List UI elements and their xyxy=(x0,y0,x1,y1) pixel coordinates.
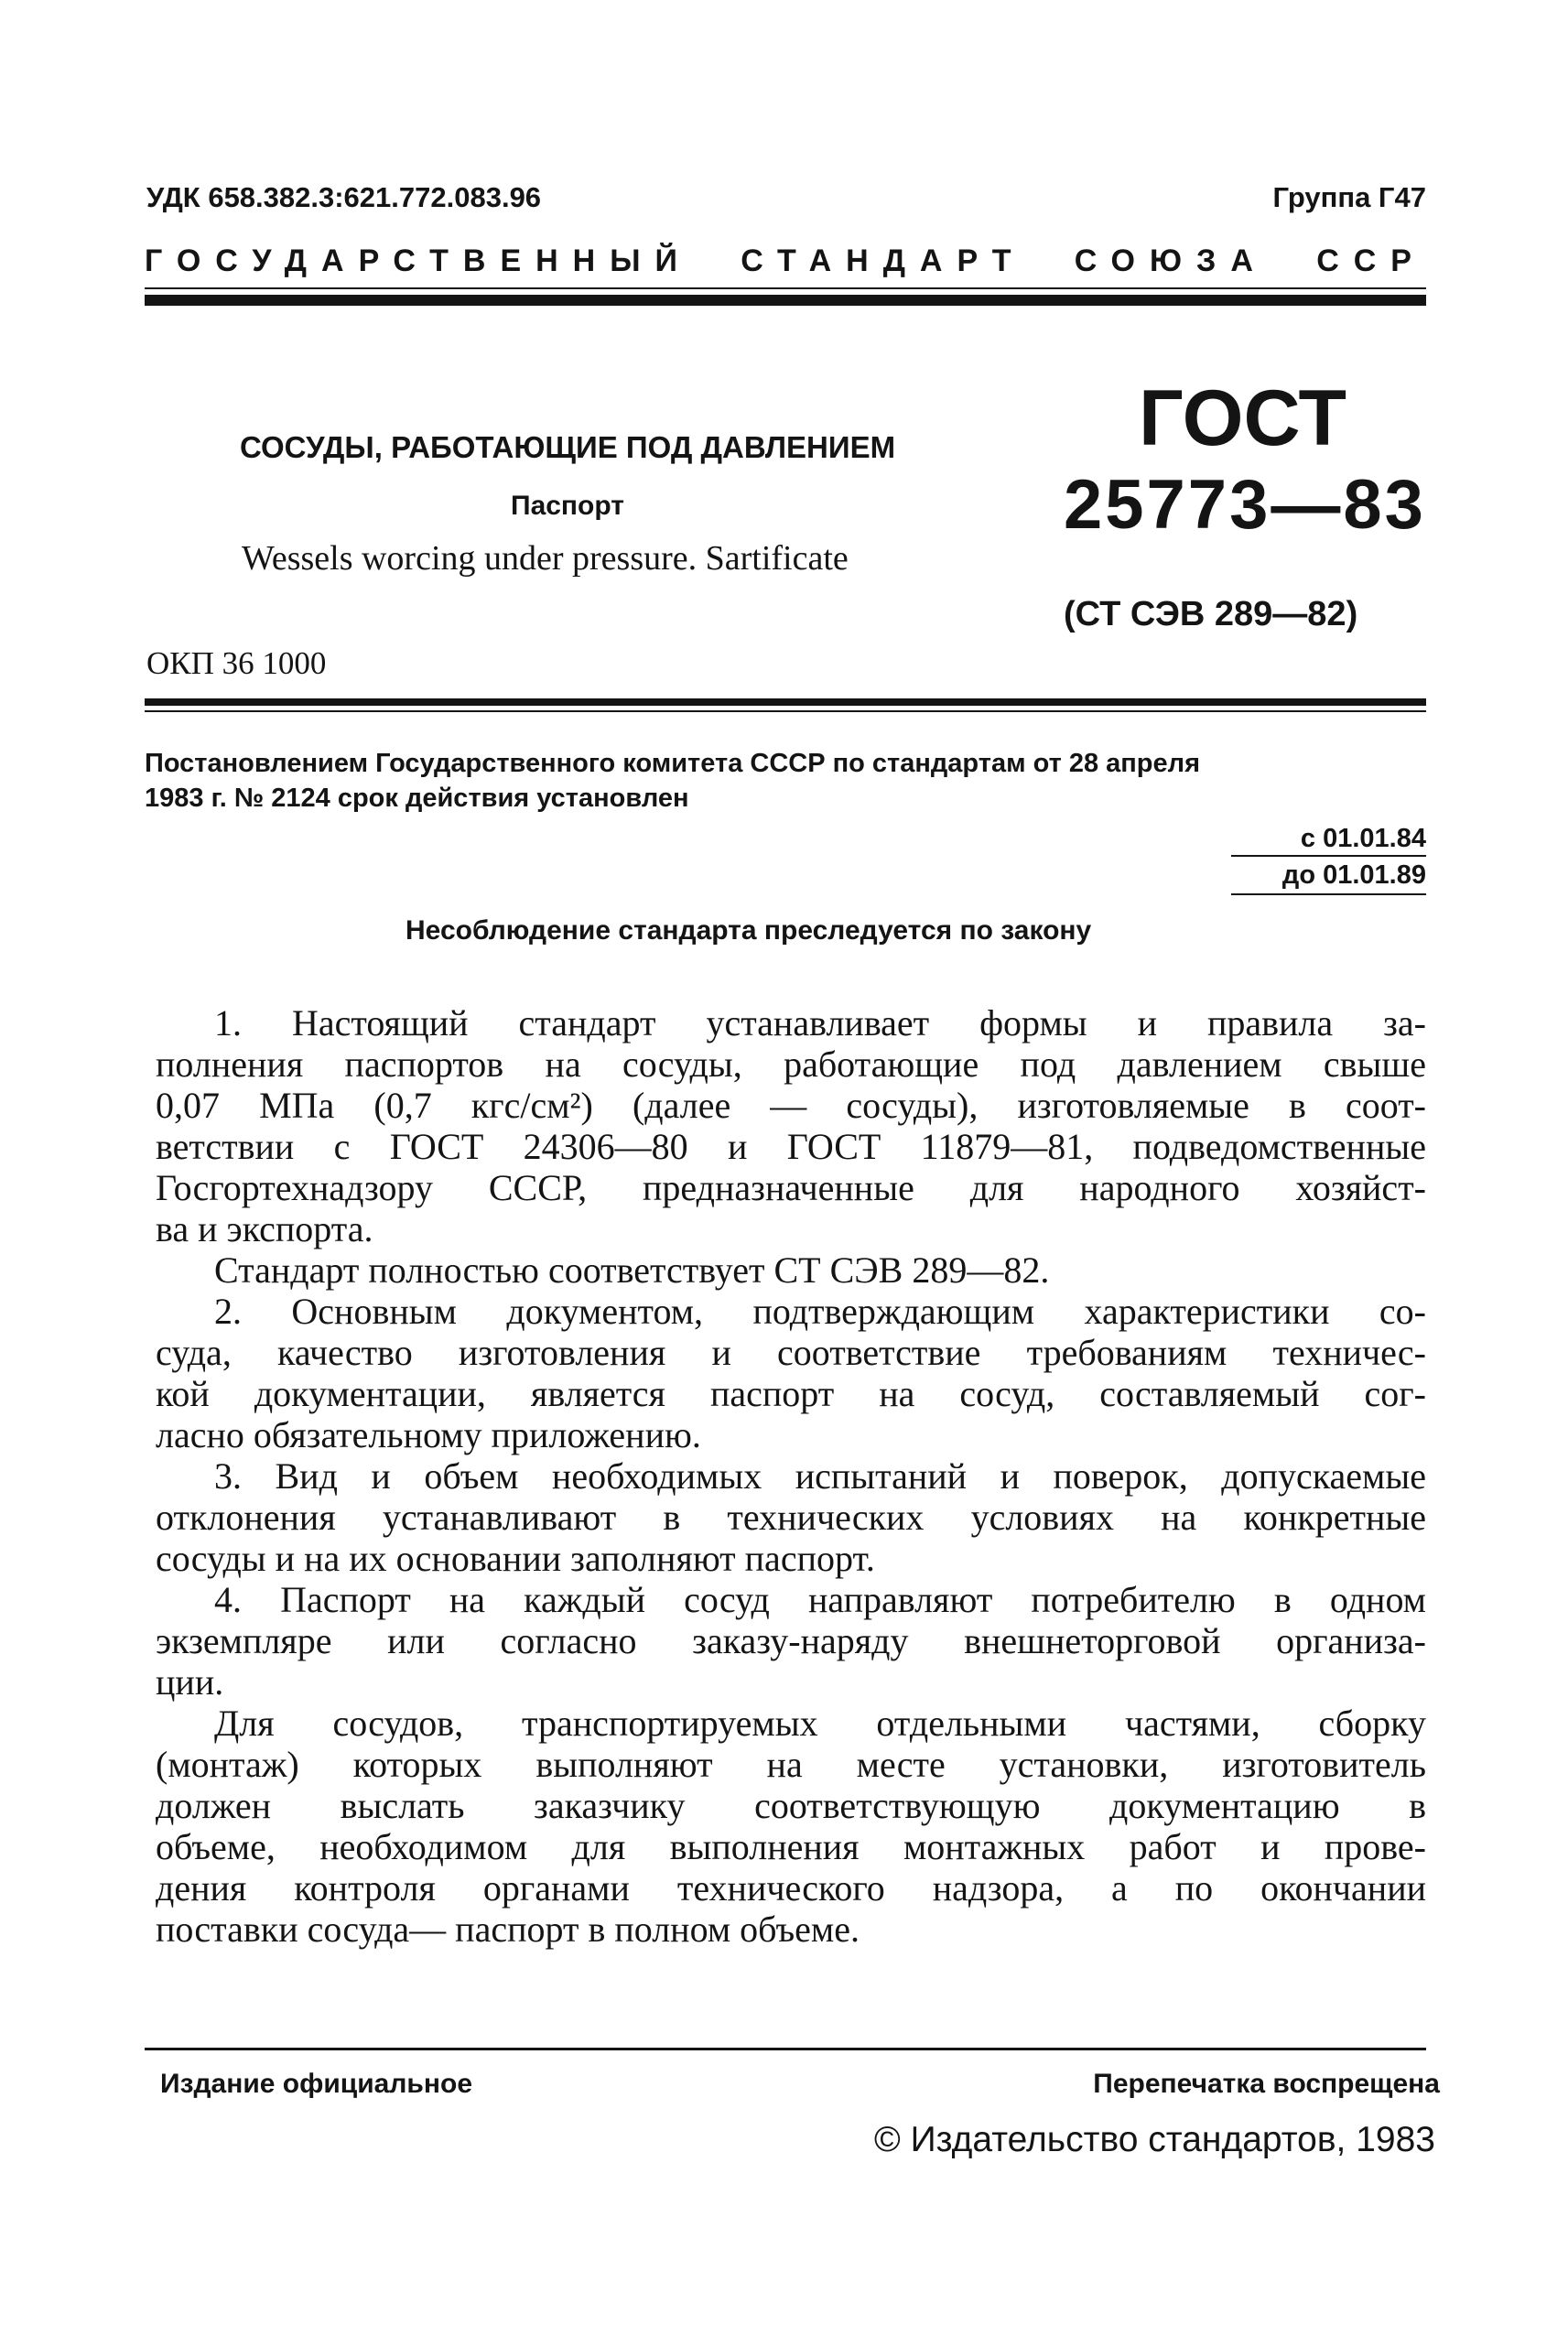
banner-word: ССР xyxy=(1316,243,1426,278)
gost-number: 25773—83 xyxy=(1064,466,1426,544)
publisher-copyright: © Издательство стандартов, 1983 xyxy=(874,2120,1435,2159)
body-line: отклонения устанавливают в технических условиях на конкретные xyxy=(156,1497,1426,1538)
banner-word: СОЮЗА xyxy=(1074,243,1268,278)
body-line: Для сосудов, транспортируемых отдельными частями, сборку xyxy=(214,1703,1426,1744)
banner-word: ГОСУДАРСТВЕННЫЙ xyxy=(145,243,692,278)
okp-code: ОКП 36 1000 xyxy=(146,645,327,681)
valid-to-date: до 01.01.89 xyxy=(1281,860,1426,890)
banner-word: СТАНДАРТ xyxy=(741,243,1026,278)
body-line: Стандарт полностью соответствует СТ СЭВ 289—82. xyxy=(214,1249,1050,1291)
valid-from-date: с 01.01.84 xyxy=(1300,824,1426,853)
document-subtitle: Паспорт xyxy=(511,491,624,521)
body-line: экземпляре или согласно заказу-наряду внешнеторговой организа- xyxy=(156,1620,1426,1661)
body-line: поставки сосуда— паспорт в полном объеме. xyxy=(156,1909,860,1950)
gost-label: ГОСТ xyxy=(1139,374,1347,462)
header-rule-thin xyxy=(145,287,1426,289)
state-standard-banner xyxy=(145,243,1426,279)
validity-rule xyxy=(1231,855,1426,857)
reprint-prohibited-label: Перепечатка воспрещена xyxy=(1093,2069,1440,2099)
body-line: дения контроля органами технического надзора, а по окончании xyxy=(156,1867,1426,1909)
decree-line: 1983 г. № 2124 срок действия установлен xyxy=(145,784,689,813)
body-line: 0,07 МПа (0,7 кгс/см²) (далее — сосуды), изготовляемые в соот- xyxy=(156,1085,1426,1126)
title-rule-thick xyxy=(145,698,1426,706)
body-line: кой документации, является паспорт на сосуд, составляемый сог- xyxy=(156,1373,1426,1414)
body-line: объеме, необходимом для выполнения монтажных работ и прове- xyxy=(156,1826,1426,1867)
group-code: Группа Г47 xyxy=(1272,181,1426,213)
body-line: 3. Вид и объем необходимых испытаний и поверок, допускаемые xyxy=(214,1455,1426,1497)
footer-rule xyxy=(145,2048,1426,2050)
body-line: ва и экспорта. xyxy=(156,1208,373,1249)
body-line: (монтаж) которых выполняют на месте установки, изготовитель xyxy=(156,1744,1426,1785)
header-rule-thick xyxy=(145,295,1426,306)
body-line: 2. Основным документом, подтверждающим характеристики со- xyxy=(214,1291,1426,1332)
english-title: Wessels worcing under pressure. Sartificate xyxy=(242,539,849,578)
udk-code: УДК 658.382.3:621.772.083.96 xyxy=(146,181,542,213)
title-rule-thin xyxy=(145,710,1426,712)
document-title: СОСУДЫ, РАБОТАЮЩИЕ ПОД ДАВЛЕНИЕМ xyxy=(240,430,896,464)
body-line: сосуды и на их основании заполняют паспорт. xyxy=(156,1538,875,1579)
body-line: ласно обязательному приложению. xyxy=(156,1414,701,1455)
body-line: 4. Паспорт на каждый сосуд направляют потребителю в одном xyxy=(214,1579,1426,1620)
body-line: ции. xyxy=(156,1661,224,1703)
official-edition-label: Издание официальное xyxy=(160,2069,473,2099)
body-line: суда, качество изготовления и соответствие требованиям техничес- xyxy=(156,1332,1426,1373)
compliance-warning: Несоблюдение стандарта преследуется по закону xyxy=(406,915,1092,946)
decree-line: Постановлением Государственного комитета СССР по стандартам от 28 апреля xyxy=(145,749,1200,778)
body-line: Госгортехнадзору СССР, предназначенные для народного хозяйст- xyxy=(156,1167,1426,1208)
validity-rule xyxy=(1231,893,1426,895)
body-line: полнения паспортов на сосуды, работающие под давлением свыше xyxy=(156,1044,1426,1085)
st-sev-reference: (СТ СЭВ 289—82) xyxy=(1064,595,1358,633)
body-line: должен выслать заказчику соответствующую документацию в xyxy=(156,1785,1426,1826)
body-line: 1. Настоящий стандарт устанавливает формы и правила за- xyxy=(214,1002,1426,1044)
body-line: ветствии с ГОСТ 24306—80 и ГОСТ 11879—81, подведомственные xyxy=(156,1126,1426,1167)
